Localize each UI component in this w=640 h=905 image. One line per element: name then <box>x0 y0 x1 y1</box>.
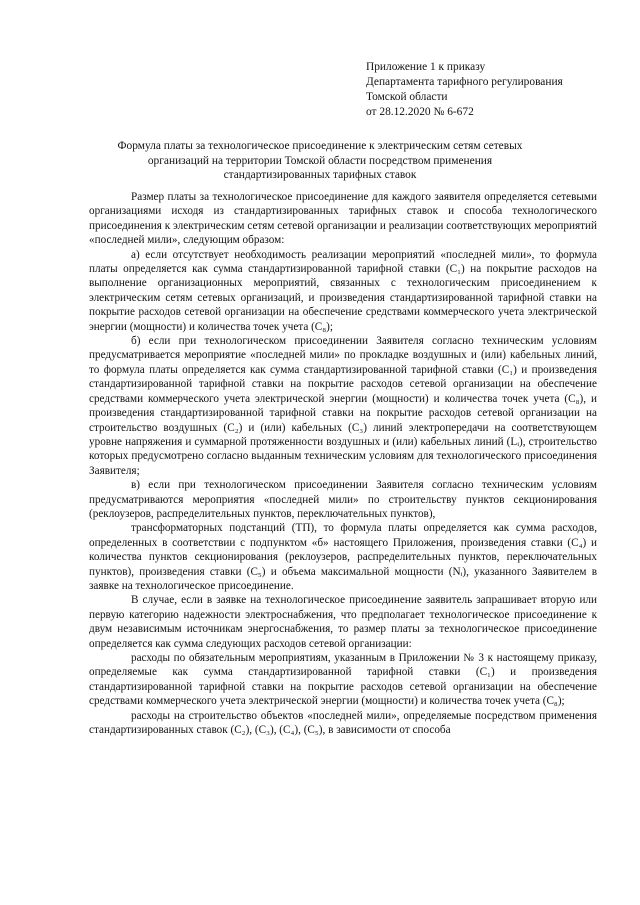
paragraph-v: в) если при технологическом присоединении Заявителя согласно техническим условиям предусматриваются мероприятия «последней мили» по строительству пунктов секционирования (реклоузеров, распределительных пунктов, переключательных пунктов), <box>89 479 597 520</box>
paragraph-mandatory-expenses: расходы по обязательным мероприятиям, указанным в Приложении № 3 к настоящему приказу, определяемые как сумма стандартизированной тарифной ставки (C₁) и произведения стандартизированной тарифной ставки на покрытие расходов сетевой организации на обеспечение средствами коммерческого учета электрической энергии (мощности) и количества точек учета (C₈); <box>89 652 597 708</box>
paragraph-v-continued: трансформаторных подстанций (ТП), то формула платы определяется как сумма расходов, определенных в соответствии с подпунктом «б» настоящего Приложения, произведения ставки (C₄) и количества пунктов секционирования (реклоузеров, распределительных пунктов, переключательных пунктов), произведения ставки (C₅) и объема максимальной мощности (Nᵢ), указанного Заявителем в заявке на технологическое присоединение. <box>89 522 597 592</box>
annex-line-4: от 28.12.2020 № 6-672 <box>366 106 474 118</box>
annex-header <box>366 60 563 120</box>
document-title: Формула платы за технологическое присоединение к электрическим сетям сетевых организаций на территории Томской области посредством применения стандартизированных тарифных ставок <box>117 140 523 181</box>
paragraph-last-mile-expenses: расходы на строительство объектов «последней мили», определяемые посредством применения стандартизированных ставок (C₂), (C₃), (C₄), (C₅), в зависимости от способа <box>89 709 597 737</box>
paragraph-reliability: В случае, если в заявке на технологическое присоединение заявитель запрашивает вторую или первую категорию надежности электроснабжения, что предполагает технологическое присоединение к двум независимым источникам энергоснабжения, то размер платы за технологическое присоединение определяется как сумма следующих расходов сетевой организации: <box>89 594 597 650</box>
document-body <box>89 190 597 737</box>
annex-line-3: Томской области <box>366 91 448 103</box>
annex-line-1: Приложение 1 к приказу <box>366 61 486 73</box>
annex-line-2: Департамента тарифного регулирования <box>366 76 563 88</box>
paragraph-a: а) если отсутствует необходимость реализации мероприятий «последней мили», то формула платы определяется как сумма стандартизированной тарифной ставки (C₁) на покрытие расходов на выполнение организационных мероприятий, связанных с технологическим присоединением к электрическим сетям сетевых организаций, и произведения стандартизированной тарифной ставки на покрытие расходов сетевой организации на обеспечение средствами коммерческого учета электрической энергии (мощности) и количества точек учета (C₈); <box>89 248 597 333</box>
paragraph-intro: Размер платы за технологическое присоединение для каждого заявителя определяется сетевыми организациями исходя из стандартизированных тарифных ставок и способа технологического присоединения к электрическим сетям сетевой организации и реализации соответствующих мероприятий «последней мили», следующим образом: <box>89 191 597 247</box>
paragraph-b: б) если при технологическом присоединении Заявителя согласно техническим условиям предусматривается мероприятие «последней мили» по прокладке воздушных и (или) кабельных линий, то формула платы определяется как сумма стандартизированной тарифной ставки (C₁) и произведения стандартизированной тарифной ставки на покрытие расходов сетевой организации на обеспечение средствами коммерческого учета электрической энергии (мощности) и количества точек учета (C₈), и произведения стандартизированной тарифной ставки на покрытие расходов сетевой организации на строительство воздушных (C₂) и (или) кабельных (C₃) линий электропередачи на соответствующем уровне напряжения и суммарной протяженности воздушных и (или) кабельных линий (Lᵢ), строительство которых предусмотрено согласно выданным техническим условиям для технологического присоединения Заявителя; <box>89 335 597 477</box>
